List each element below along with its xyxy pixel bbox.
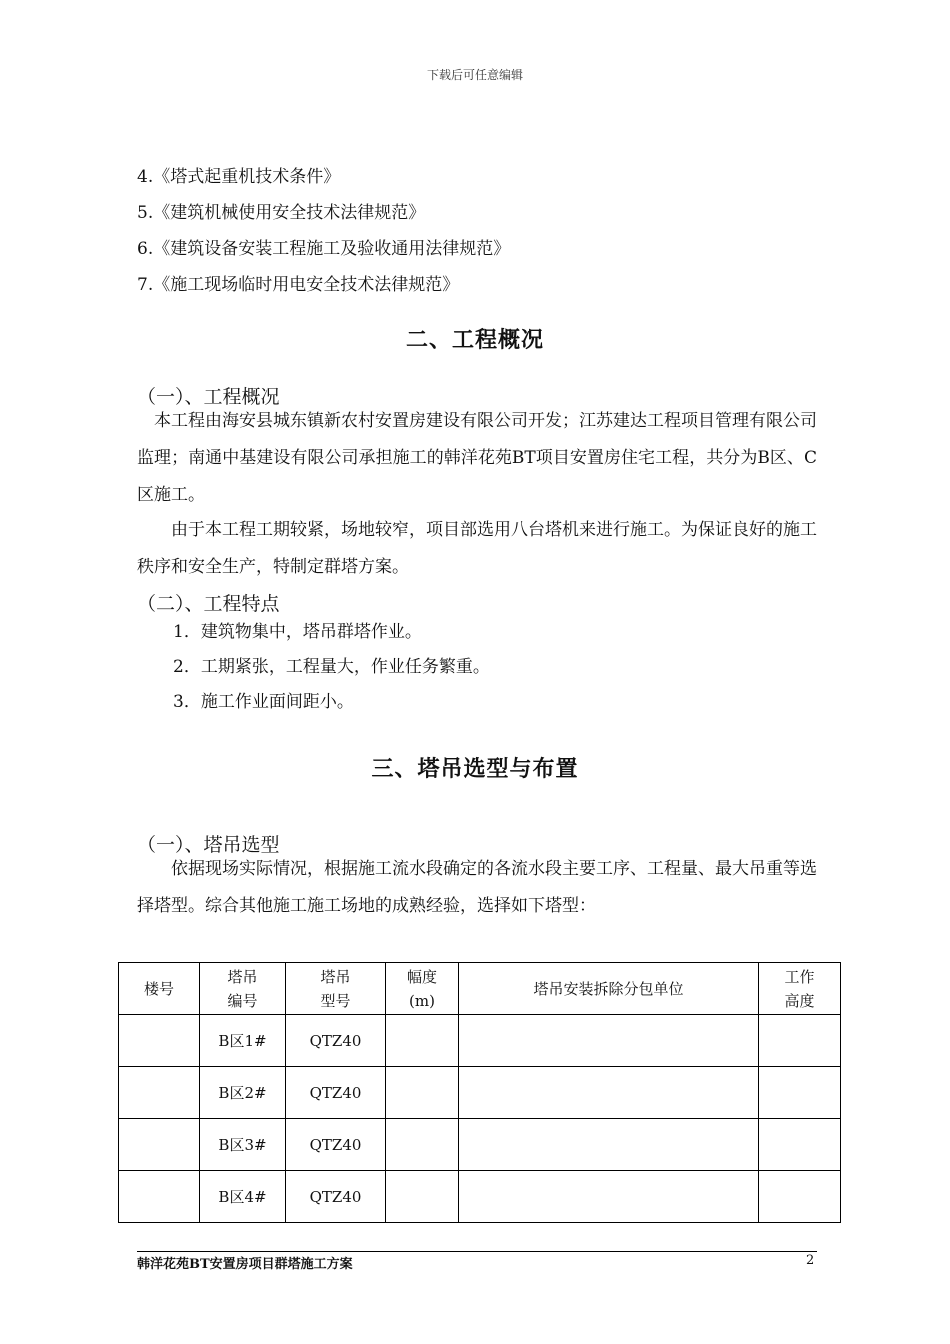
subsection-title: （一）、工程概况 (137, 386, 280, 408)
section-title: 三、塔吊选型与布置 (371, 756, 579, 782)
footer-title: 韩洋花苑BT安置房项目群塔施工方案 (137, 1257, 353, 1272)
header-building-no: 楼号 (119, 963, 200, 1015)
table-row (119, 1119, 841, 1171)
table-row (119, 1067, 841, 1119)
header-working-height: 工作 高度 (759, 963, 841, 1015)
table-cell: B区1# (200, 1015, 286, 1067)
reference-item: 6.《建筑设备安装工程施工及验收通用法律规范》 (137, 239, 511, 259)
table-cell (459, 1067, 759, 1119)
table-cell (119, 1015, 200, 1067)
table-cell (386, 1119, 459, 1171)
page-number: 2 (806, 1253, 815, 1268)
table-cell: QTZ40 (286, 1015, 386, 1067)
reference-item: 7.《施工现场临时用电安全技术法律规范》 (137, 275, 460, 295)
table-row (119, 1171, 841, 1223)
table-cell (119, 1067, 200, 1119)
crane-table (118, 962, 841, 1223)
table-cell (119, 1171, 200, 1223)
paragraph: 由于本工程工期较紧，场地较窄，项目部选用八台塔机来进行施工。为保证良好的施工秩序和安全生产，特制定群塔方案。 (137, 520, 817, 577)
feature-item: 3．施工作业面间距小。 (173, 692, 354, 712)
table-cell (459, 1119, 759, 1171)
table-cell (386, 1067, 459, 1119)
table-cell: QTZ40 (286, 1067, 386, 1119)
paragraph: 本工程由海安县城东镇新农村安置房建设有限公司开发；江苏建达工程项目管理有限公司监理；南通中基建设有限公司承担施工的韩洋花苑BT项目安置房住宅工程，共分为B区、C区施工。 (137, 411, 817, 505)
table-cell (119, 1119, 200, 1171)
feature-item: 1．建筑物集中，塔吊群塔作业。 (173, 622, 422, 642)
header-radius: 幅度 (m) (386, 963, 459, 1015)
table-cell (759, 1067, 841, 1119)
paragraph: 依据现场实际情况，根据施工流水段确定的各流水段主要工序、工程量、最大吊重等选择塔型。综合其他施工施工场地的成熟经验，选择如下塔型： (137, 859, 817, 916)
table-cell: QTZ40 (286, 1119, 386, 1171)
reference-item: 5.《建筑机械使用安全技术法律规范》 (137, 203, 426, 223)
footer-divider (137, 1251, 817, 1252)
table-cell: B区4# (200, 1171, 286, 1223)
table-header-row (119, 963, 841, 1015)
header-crane-id: 塔吊 编号 (200, 963, 286, 1015)
table-cell (459, 1015, 759, 1067)
table-cell: B区2# (200, 1067, 286, 1119)
table-cell: QTZ40 (286, 1171, 386, 1223)
subsection-title: （二）、工程特点 (137, 593, 280, 615)
table-cell (386, 1171, 459, 1223)
table-cell (386, 1015, 459, 1067)
table-cell (459, 1171, 759, 1223)
header-subcontractor: 塔吊安装拆除分包单位 (459, 963, 759, 1015)
table-cell (759, 1171, 841, 1223)
section-title: 二、工程概况 (405, 327, 544, 353)
header-crane-model: 塔吊 型号 (286, 963, 386, 1015)
header-note: 下载后可任意编辑 (426, 68, 523, 82)
table-cell (759, 1015, 841, 1067)
table-row (119, 1015, 841, 1067)
reference-item: 4.《塔式起重机技术条件》 (137, 167, 341, 187)
subsection-title: （一）、塔吊选型 (137, 834, 280, 856)
table-cell (759, 1119, 841, 1171)
table-cell: B区3# (200, 1119, 286, 1171)
feature-item: 2．工期紧张，工程量大，作业任务繁重。 (173, 657, 490, 677)
